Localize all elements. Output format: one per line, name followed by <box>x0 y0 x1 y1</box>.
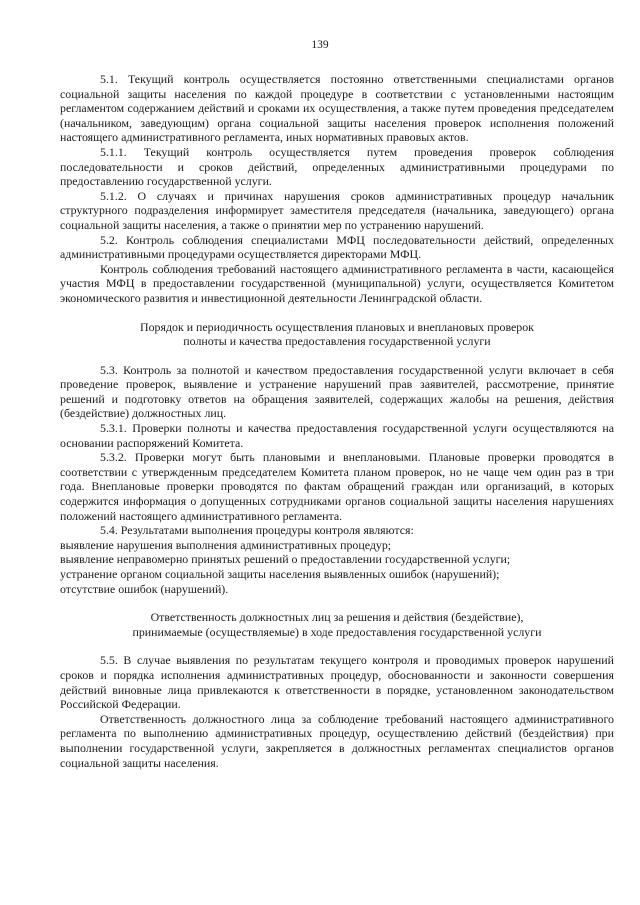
paragraph-5-2: 5.2. Контроль соблюдения специалистами МФЦ последовательности действий, определенных административными процедурами осуществляется директорами МФЦ. <box>60 232 614 262</box>
list-item: выявление неправомерно принятых решений о предоставлении государственной услуги; <box>60 552 511 567</box>
section-heading-responsibility <box>60 610 614 639</box>
heading-line: Ответственность должностных лиц за решения и действия (бездействие), <box>150 610 524 625</box>
paragraph-5-3-2: 5.3.2. Проверки могут быть плановыми и внеплановыми. Плановые проверки проводятся в соответствии с утвержденным председателем Комитета планом проверок, но не чаще чем один раз в три года. Внеплановые проверки проводятся по фактам обращений граждан или организаций, в которых содержится информация о допущенных сотрудниками органов социальной защиты населения нарушениях положений настоящего административного регламента. <box>60 450 614 523</box>
document-body <box>60 72 614 770</box>
list-item: выявление нарушения выполнения административных процедур; <box>60 537 392 552</box>
paragraph-mfc-control: Контроль соблюдения требований настоящего административного регламента в части, касающейся участия МФЦ в предоставлении государственной (муниципальной) услуги, осуществляется Комитетом экономического развития и инвестиционной деятельности Ленинградской области. <box>60 261 614 305</box>
page-number: 139 <box>311 39 329 51</box>
heading-line: принимаемые (осуществляемые) в ходе предоставления государственной услуги <box>132 624 542 639</box>
paragraph-5-1: 5.1. Текущий контроль осуществляется постоянно ответственными специалистами органов социальной защиты населения по каждой процедуре в соответствии с установленными настоящим регламентом содержанием действий и сроками их осуществления, а также путем проведения председателем (начальником, заведующим) органа социальной защиты населения проверок исполнения положений настоящего административного регламента, иных нормативных правовых актов. <box>60 72 614 145</box>
paragraph-5-1-1: 5.1.1. Текущий контроль осуществляется путем проведения проверок соблюдения последовательности и сроков действий, определенных административными процедурами по предоставлению государственной услуги. <box>60 144 614 189</box>
paragraph-5-5: 5.5. В случае выявления по результатам текущего контроля и проводимых проверок нарушений сроков и порядка исполнения административных процедур, обоснованности и законности совершения действий виновные лица привлекаются к ответственности в порядке, установленном законодательством Российской Федерации. <box>60 653 614 712</box>
paragraph-5-4: 5.4. Результатами выполнения процедуры контроля являются: <box>100 523 414 538</box>
paragraph-5-3-1: 5.3.1. Проверки полноты и качества предоставления государственной услуги осуществляются на основании распоряжений Комитета. <box>60 421 614 450</box>
paragraph-5-1-2: 5.1.2. О случаях и причинах нарушения сроков административных процедур начальник структурного подразделения информирует заместителя председателя (начальника, заведующего) органа социальной защиты населения, а также о принятии мер по устранению нарушений. <box>60 188 614 232</box>
paragraph-responsibility: Ответственность должностного лица за соблюдение требований настоящего административного регламента по выполнению административных процедур, осуществлению действий (бездействия) при выполнении государственной услуги, закрепляется в должностных регламентах специалистов органов социальной защиты населения. <box>60 711 614 770</box>
list-item: отсутствие ошибок (нарушений). <box>60 581 229 596</box>
heading-line: Порядок и периодичность осуществления плановых и внеплановых проверок <box>140 319 534 334</box>
list-item: устранение органом социальной защиты населения выявленных ошибок (нарушений); <box>60 567 500 581</box>
section-heading-inspections <box>60 320 614 349</box>
paragraph-5-3: 5.3. Контроль за полнотой и качеством предоставления государственной услуги включает в себя проведение проверок, выявление и устранение нарушений прав заявителей, рассмотрение, принятие решений и подготовку ответов на обращения заявителей, содержащих жалобы на решения, действия (бездействие) должностных лиц. <box>60 362 614 421</box>
results-list <box>60 538 614 596</box>
heading-line: полноты и качества предоставления государственной услуги <box>183 334 491 349</box>
